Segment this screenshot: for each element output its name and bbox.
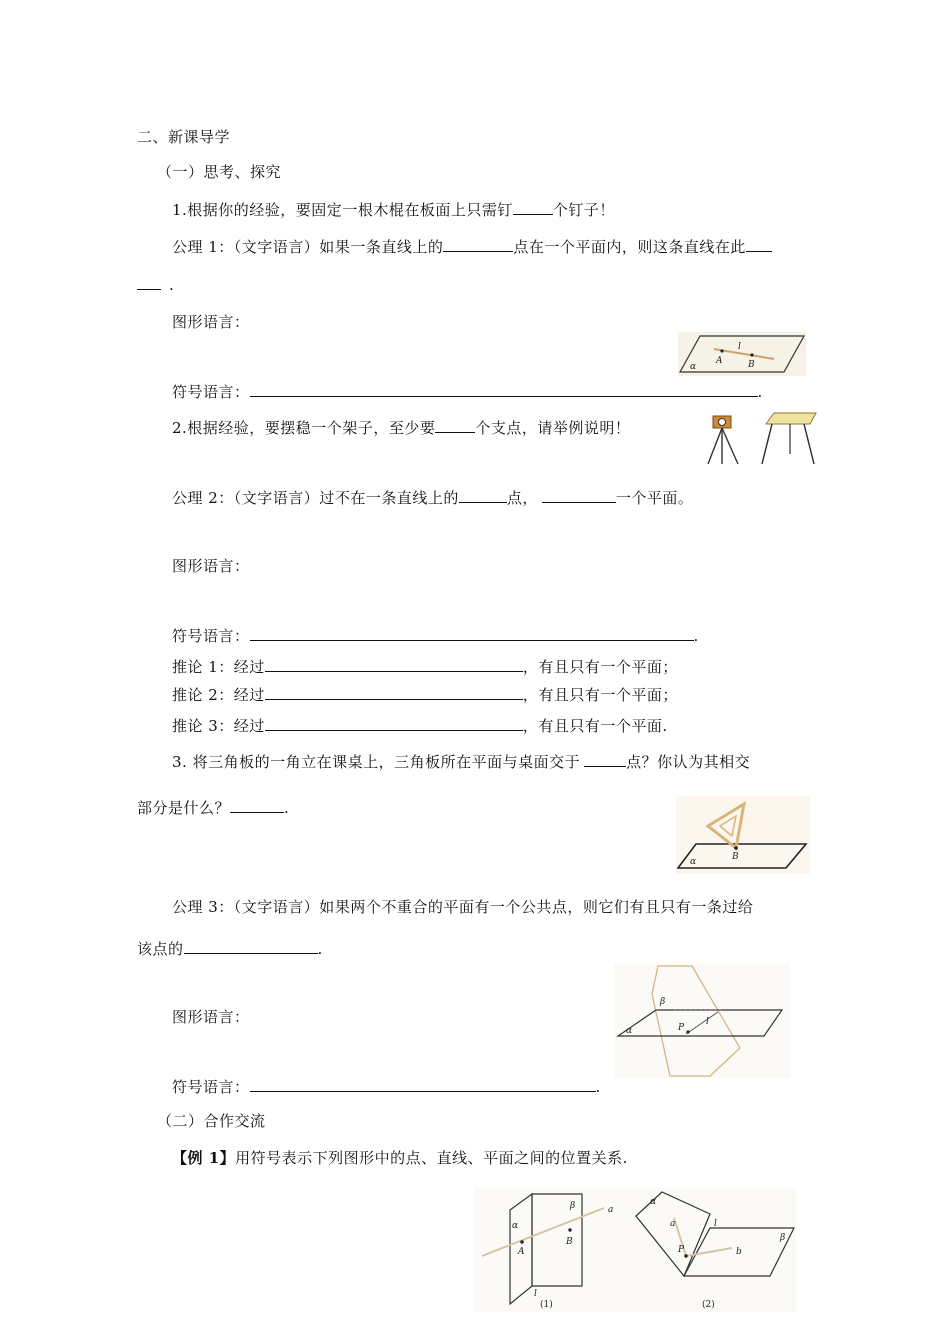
tripod-leg-1 [708, 428, 722, 464]
point-P [686, 1030, 689, 1033]
q3-text-after: 点？你认为其相交 [626, 753, 751, 771]
q2-blank[interactable] [435, 418, 475, 433]
subsection-think-explore: （一）思考、探究 [157, 163, 282, 181]
axiom1-blank-1[interactable] [443, 237, 513, 252]
subsection-cooperate: （二）合作交流 [157, 1112, 266, 1130]
symbol3-blank[interactable] [250, 1077, 596, 1092]
question-2 [172, 418, 630, 437]
corollary2-label: 推论 2：经过 [172, 686, 265, 704]
label-l: l [738, 342, 741, 352]
question-3 [172, 752, 750, 771]
label-alpha: α [690, 362, 697, 372]
plane-line-figure [678, 332, 806, 376]
fig1-label-A: A [518, 1247, 525, 1257]
tripod-leg-3 [722, 428, 738, 464]
corollary3-label: 推论 3：经过 [172, 717, 265, 735]
example-figures [474, 1188, 796, 1312]
question-3-cont [137, 798, 289, 817]
axiom-1-cont [137, 275, 174, 294]
fig1-caption: (1) [540, 1300, 553, 1310]
symbol2-label: 符号语言： [172, 627, 250, 645]
corollary-2 [172, 685, 678, 704]
symbol-language-1 [172, 382, 763, 401]
q1-text-after: 个钉子！ [552, 201, 615, 219]
table-leg-2 [804, 424, 814, 464]
corollary1-label: 推论 1：经过 [172, 658, 265, 676]
axiom-1 [172, 237, 772, 256]
camera-lens [719, 419, 726, 426]
label-B: B [732, 852, 739, 862]
fig1-label-l: l [534, 1289, 537, 1299]
label-P: P [678, 1023, 685, 1033]
axiom1-blank-2a[interactable] [746, 237, 772, 252]
fig1-label-a: a [608, 1205, 614, 1215]
example1-text: 用符号表示下列图形中的点、直线、平面之间的位置关系. [235, 1149, 628, 1167]
triangle-on-desk-figure [676, 796, 810, 874]
fig2-label-l: l [714, 1219, 717, 1229]
corollary-1 [172, 657, 678, 676]
corollary3-blank[interactable] [265, 716, 523, 731]
fig2-point-P [684, 1254, 687, 1257]
label-A: A [716, 356, 723, 366]
label-beta: β [660, 997, 666, 1007]
axiom-3: 公理 3：（文字语言）如果两个不重合的平面有一个公共点，则它们有且只有一条过给 [172, 898, 754, 916]
point-B [734, 846, 738, 850]
q1-text: 1.根据你的经验，要固定一根木棍在板面上只需钉 [172, 201, 513, 219]
q3-line2-text: 部分是什么？ [137, 799, 231, 817]
fig2-label-alpha: α [650, 1197, 657, 1207]
axiom3-line2-text: 该点的 [137, 940, 184, 958]
fig1-label-beta: β [570, 1201, 576, 1211]
corollary-3 [172, 716, 668, 735]
symbol1-blank[interactable] [250, 382, 758, 397]
symbol1-label: 符号语言： [172, 383, 250, 401]
axiom1-blank-2b[interactable] [137, 275, 161, 290]
table-leg-1 [762, 424, 772, 464]
fig2-label-b: b [736, 1247, 742, 1257]
corollary3-after: ，有且只有一个平面. [522, 717, 668, 735]
axiom3-end: . [317, 940, 323, 958]
symbol-language-3 [172, 1077, 601, 1096]
axiom3-blank[interactable] [184, 939, 318, 954]
q1-blank[interactable] [513, 200, 553, 215]
q3-line2-end: . [284, 799, 290, 817]
fig2-label-a: a [670, 1219, 676, 1229]
fig1-label-B: B [566, 1237, 573, 1247]
axiom1-end: . [169, 276, 175, 294]
fig2-caption: (2) [702, 1300, 715, 1310]
axiom2-text: 公理 2：（文字语言）过不在一条直线上的 [172, 489, 459, 507]
section-title: 二、新课导学 [137, 128, 231, 146]
axiom1-text: 公理 1：（文字语言）如果一条直线上的 [172, 238, 444, 256]
corollary1-after: ，有且只有一个平面； [522, 658, 678, 676]
label-B: B [748, 360, 755, 370]
table-figure [760, 410, 818, 466]
graphic-language-3: 图形语言： [172, 1008, 250, 1026]
axiom2-text-after: 一个平面。 [615, 489, 694, 507]
fig1-point-A [520, 1240, 523, 1243]
symbol2-end: . [693, 627, 699, 645]
axiom-3-cont [137, 939, 323, 958]
corollary2-blank[interactable] [265, 685, 523, 700]
label-alpha: α [626, 1026, 633, 1036]
table-top [766, 413, 816, 424]
graphic-language-2: 图形语言： [172, 557, 250, 575]
symbol3-end: . [595, 1078, 601, 1096]
corollary2-after: ，有且只有一个平面； [522, 686, 678, 704]
q3-blank-1[interactable] [584, 752, 626, 767]
point-B [750, 353, 753, 356]
question-1 [172, 200, 615, 219]
example1-tag: 【例 1】 [172, 1149, 236, 1167]
q3-blank-2[interactable] [230, 798, 284, 813]
label-l: l [706, 1017, 709, 1027]
axiom2-blank-2[interactable] [542, 488, 616, 503]
fig1-label-alpha: α [512, 1221, 519, 1231]
axiom1-text-mid: 点在一个平面内，则这条直线在此 [513, 238, 746, 256]
axiom2-blank-1[interactable] [459, 488, 507, 503]
graphic-language-1: 图形语言： [172, 313, 250, 331]
fig2-label-beta: β [780, 1233, 786, 1243]
fig2-label-P: P [678, 1245, 685, 1255]
label-alpha: α [690, 857, 697, 867]
axiom2-text-mid: 点， [506, 489, 538, 507]
tripod-figure [704, 412, 748, 466]
q2-text-after: 个支点，请举例说明！ [475, 419, 631, 437]
intersecting-planes-figure [614, 964, 790, 1078]
axiom-2 [172, 488, 693, 507]
symbol-language-2 [172, 626, 699, 645]
corollary1-blank[interactable] [265, 657, 523, 672]
example-1 [172, 1149, 628, 1167]
q3-text: 3. 将三角板的一角立在课桌上，三角板所在平面与桌面交于 [172, 753, 581, 771]
symbol3-label: 符号语言： [172, 1078, 250, 1096]
symbol2-blank[interactable] [250, 626, 694, 641]
q2-text: 2.根据经验，要摆稳一个架子，至少要 [172, 419, 436, 437]
symbol1-end: . [757, 383, 763, 401]
point-A [720, 349, 723, 352]
fig1-point-B [568, 1228, 571, 1231]
